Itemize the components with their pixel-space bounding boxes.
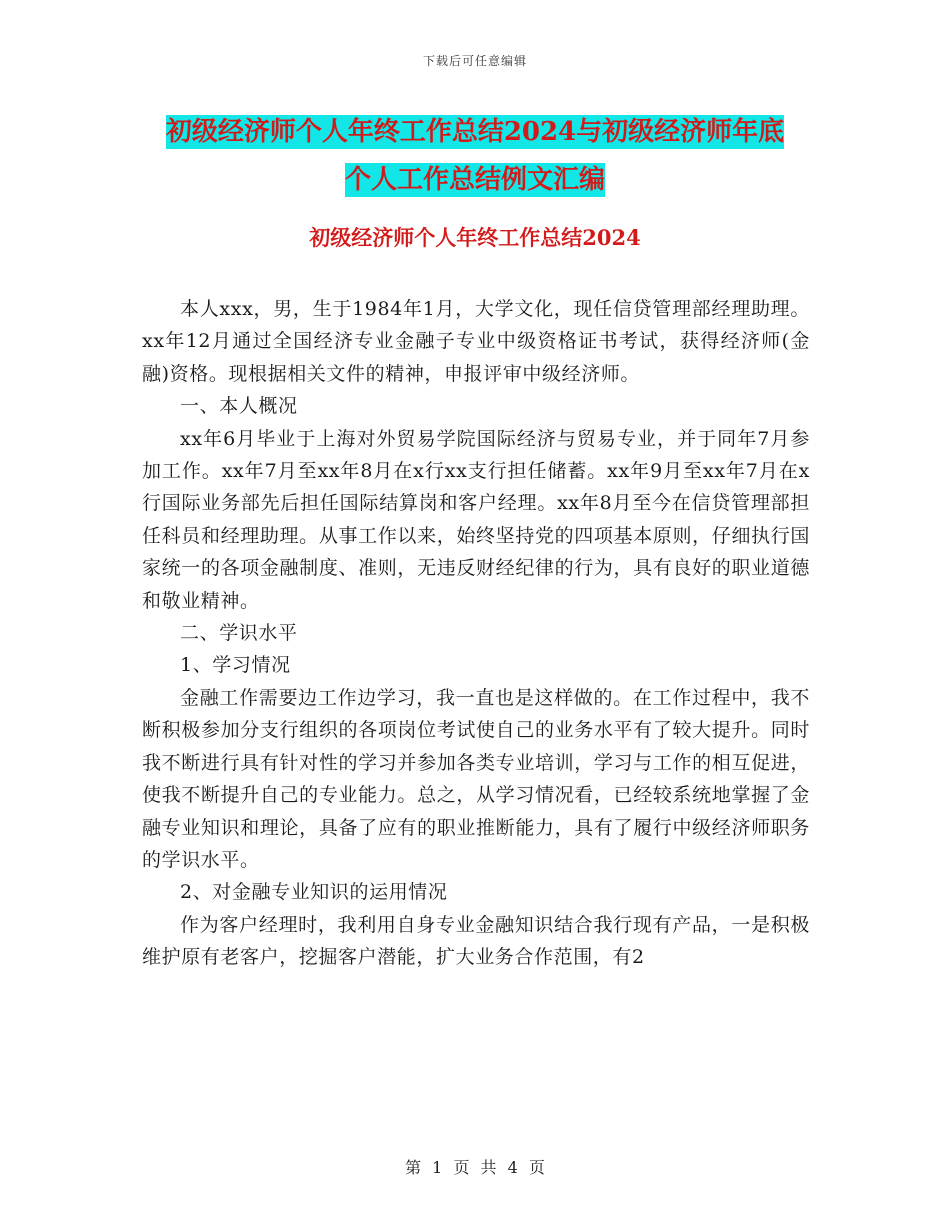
paragraph-intro: 本人xxx，男，生于1984年1月，大学文化，现任信贷管理部经理助理。xx年12月通过全国经济专业金融子专业中级资格证书考试，获得经济师(金融)资格。现根据相关文件的精神，申报评审中级经济师。	[142, 298, 810, 385]
page-footer: 第 1 页 共 4 页	[405, 1158, 545, 1177]
document-body	[142, 293, 810, 974]
paragraph-knowledge-application: 作为客户经理时，我利用自身专业金融知识结合我行现有产品，一是积极维护原有老客户，挖掘客户潜能，扩大业务合作范围，有2	[142, 913, 810, 969]
paragraph-study-situation: 金融工作需要边工作边学习，我一直也是这样做的。在工作过程中，我不断积极参加分支行组织的各项岗位考试使自己的业务水平有了较大提升。同时我不断进行具有针对性的学习并参加各类专业培训，学习与工作的相互促进，使我不断提升自己的专业能力。总之，从学习情况看，已经较系统地掌握了金融专业知识和理论，具备了应有的职业推断能力，具有了履行中级经济师职务的学识水平。	[142, 686, 810, 871]
heading-study-situation: 1、学习情况	[180, 654, 291, 677]
heading-knowledge-application: 2、对金融专业知识的运用情况	[180, 881, 448, 904]
heading-academic-level: 二、学识水平	[180, 622, 298, 645]
paragraph-personal-overview: xx年6月毕业于上海对外贸易学院国际经济与贸易专业，并于同年7月参加工作。xx年7月至xx年8月在x行xx支行担任储蓄。xx年9月至xx年7月在x行国际业务部先后担任国际结算岗和客户经理。xx年8月至今在信贷管理部担任科员和经理助理。从事工作以来，始终坚持党的四项基本原则，仔细执行国家统一的各项金融制度、准则，无违反财经纪律的行为，具有良好的职业道德和敬业精神。	[142, 427, 810, 612]
document-title-line-1: 初级经济师个人年终工作总结2024与初级经济师年底	[165, 117, 785, 147]
page-header: 下载后可任意编辑	[422, 54, 527, 68]
heading-personal-overview: 一、本人概况	[180, 395, 298, 418]
section-title: 初级经济师个人年终工作总结2024	[309, 225, 641, 250]
document-title-line-2: 个人工作总结例文汇编	[344, 165, 605, 195]
document-title	[0, 108, 950, 204]
